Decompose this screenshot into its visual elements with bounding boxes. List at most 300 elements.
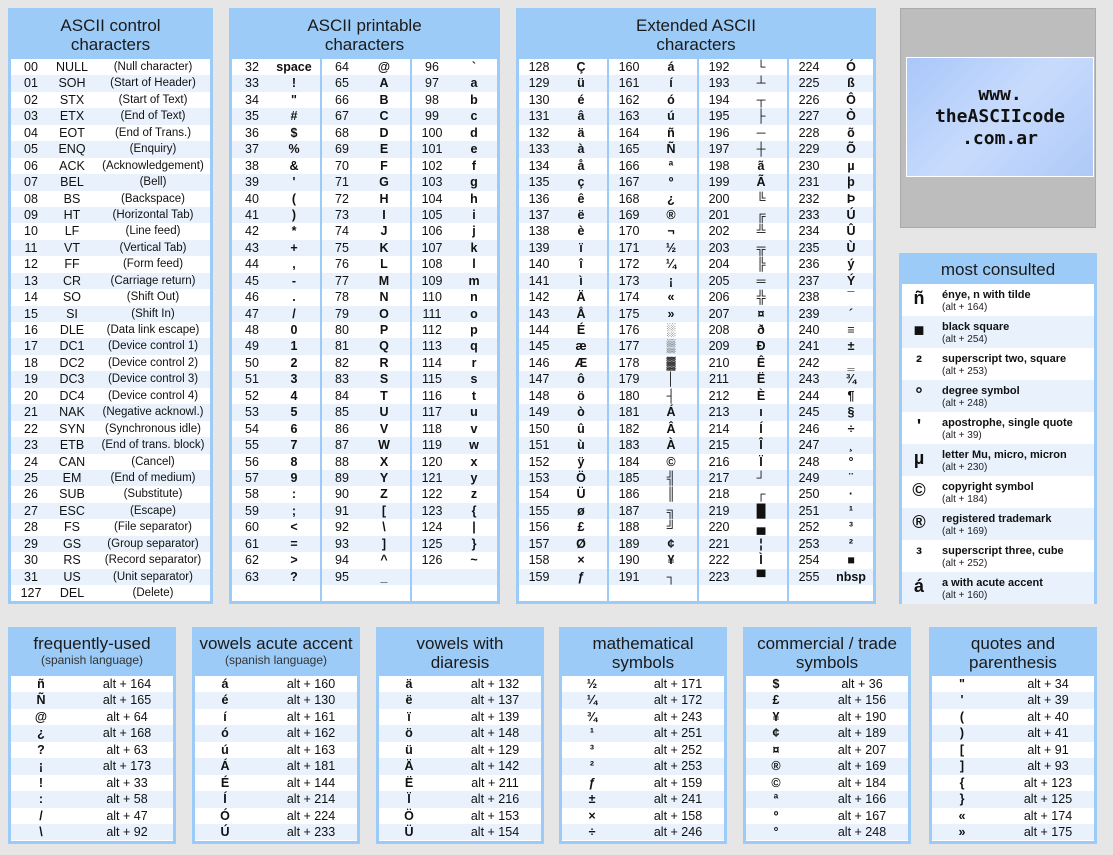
char-code: 143 <box>528 306 550 321</box>
char-code: 119 <box>422 438 442 453</box>
char-glyph: ] <box>381 536 387 551</box>
char-abbrev: FF <box>64 257 80 272</box>
char-code: 179 <box>618 372 640 387</box>
char-code: 08 <box>24 191 38 206</box>
char-glyph: Ê <box>756 355 766 370</box>
extended-row <box>519 240 873 256</box>
char-glyph: . <box>292 290 296 305</box>
char-code: 82 <box>335 355 349 370</box>
control-title-line2: characters <box>70 35 151 54</box>
char-glyph: - <box>291 273 297 288</box>
char-code: 240 <box>798 323 820 337</box>
shortcut-row <box>746 824 908 840</box>
shortcut-alt-code: alt + 214 <box>286 792 336 807</box>
char-description: (Carriage return) <box>110 274 196 287</box>
char-code: 86 <box>335 421 349 436</box>
shortcut-row <box>932 775 1094 791</box>
most-consulted-title: most consulted <box>940 260 1056 279</box>
char-description: (End of Text) <box>120 110 186 123</box>
char-code: 66 <box>335 92 349 107</box>
char-code: 255 <box>798 569 820 584</box>
consulted-alt-code: (alt + 252) <box>942 558 988 569</box>
char-description: (Cancel) <box>131 455 175 468</box>
char-glyph: É <box>576 323 586 337</box>
control-rows <box>11 59 210 601</box>
char-code: 165 <box>618 142 640 157</box>
char-description: (Device control 4) <box>107 389 199 402</box>
shortcut-glyph: ƒ <box>588 775 596 790</box>
logo-banner[interactable] <box>906 57 1094 177</box>
char-glyph: ╩ <box>756 224 766 239</box>
control-row <box>11 207 210 223</box>
control-row <box>11 454 210 470</box>
char-code: 05 <box>24 142 38 157</box>
shortcut-glyph: $ <box>772 677 780 691</box>
char-code: 170 <box>618 224 640 239</box>
consulted-glyph: ® <box>912 512 926 532</box>
char-glyph: Ë <box>756 372 766 387</box>
char-glyph: Í <box>759 421 763 436</box>
shortcut-row <box>195 808 357 824</box>
shortcut-alt-code: alt + 248 <box>837 824 887 839</box>
char-glyph: f <box>471 158 477 173</box>
char-glyph: " <box>291 92 297 107</box>
shortcut-glyph: Ú <box>220 824 230 839</box>
shortcut-row <box>195 725 357 741</box>
char-glyph: k <box>470 240 478 255</box>
shortcut-alt-code: alt + 34 <box>1027 677 1069 691</box>
shortcut-alt-code: alt + 36 <box>841 677 883 691</box>
shortcut-glyph: ¼ <box>586 693 598 708</box>
shortcut-glyph: « <box>958 808 966 823</box>
char-description: (Unit separator) <box>113 570 193 583</box>
char-abbrev: LF <box>64 224 80 239</box>
char-code: 62 <box>245 553 259 568</box>
char-code: 77 <box>335 273 349 288</box>
consulted-item <box>902 540 1094 572</box>
char-glyph: ▄ <box>756 520 766 535</box>
shortcut-glyph: × <box>588 808 596 823</box>
char-glyph: K <box>379 240 389 255</box>
char-glyph: y <box>470 470 478 485</box>
char-code: 52 <box>245 388 259 403</box>
char-code: 103 <box>421 175 443 190</box>
consulted-item <box>902 508 1094 540</box>
char-glyph: Z <box>380 487 388 502</box>
char-code: 181 <box>618 405 640 420</box>
shortcut-row <box>932 742 1094 758</box>
char-description: (Null character) <box>113 61 193 73</box>
char-glyph: O <box>379 306 389 321</box>
shortcut-row <box>746 791 908 807</box>
char-description: (Data link escape) <box>106 324 200 336</box>
char-glyph: Ô <box>846 92 856 107</box>
char-code: 92 <box>335 520 349 535</box>
shortcut-panel-subtitle: (spanish language) <box>40 653 144 667</box>
char-code: 200 <box>708 191 730 206</box>
most-consulted-list <box>902 284 1094 604</box>
char-glyph: ' <box>292 175 296 190</box>
shortcut-row <box>932 676 1094 692</box>
shortcut-row <box>932 791 1094 807</box>
char-description: (Escape) <box>129 504 177 517</box>
char-code: 110 <box>422 290 442 305</box>
shortcut-alt-code: alt + 58 <box>106 792 148 807</box>
char-code: 58 <box>245 487 259 502</box>
char-code: 147 <box>528 372 550 387</box>
logo-line2: theASCIIcode <box>934 106 1066 127</box>
char-glyph: └ <box>756 60 766 74</box>
char-code: 67 <box>335 109 349 124</box>
char-glyph: ÿ <box>577 454 585 469</box>
shortcut-row <box>746 742 908 758</box>
char-code: 222 <box>708 553 730 568</box>
char-glyph: & <box>289 158 299 173</box>
char-glyph: b <box>470 92 478 107</box>
consulted-alt-code: (alt + 160) <box>942 590 988 601</box>
extended-row <box>519 108 873 124</box>
printable-characters-header <box>232 11 497 59</box>
shortcut-row <box>562 808 724 824</box>
char-code: 112 <box>422 323 442 337</box>
char-code: 88 <box>335 454 349 469</box>
char-code: 106 <box>421 224 443 239</box>
column-divider <box>320 59 322 601</box>
char-glyph: @ <box>377 60 391 74</box>
char-code: 172 <box>618 257 640 272</box>
shortcut-row <box>195 692 357 708</box>
consulted-alt-code: (alt + 248) <box>942 398 988 409</box>
char-glyph: ð <box>757 323 765 337</box>
char-code: 34 <box>245 92 259 107</box>
char-code: 80 <box>335 323 349 337</box>
control-row <box>11 437 210 453</box>
site-logo[interactable] <box>900 8 1096 228</box>
char-code: 178 <box>618 355 640 370</box>
char-abbrev: BEL <box>60 175 84 190</box>
char-code: 138 <box>528 224 550 239</box>
char-code: 216 <box>708 454 730 469</box>
char-code: 19 <box>24 372 38 387</box>
char-code: 41 <box>245 207 259 222</box>
char-description: (Backspace) <box>121 192 185 205</box>
printable-row <box>232 421 497 437</box>
shortcut-row <box>562 725 724 741</box>
extended-row <box>519 256 873 272</box>
char-code: 140 <box>528 257 550 272</box>
char-code: 211 <box>709 372 729 387</box>
char-code: 184 <box>618 454 640 469</box>
char-code: 105 <box>421 207 443 222</box>
most-consulted-header <box>902 256 1094 284</box>
shortcut-row <box>746 676 908 692</box>
shortcut-panel-title: quotes and <box>970 634 1056 653</box>
char-glyph: ▀ <box>756 569 766 584</box>
shortcut-row <box>11 775 173 791</box>
char-glyph: È <box>756 388 766 403</box>
control-row <box>11 174 210 190</box>
shortcut-row <box>195 676 357 692</box>
char-code: 213 <box>708 405 730 420</box>
char-glyph: I <box>382 207 386 222</box>
shortcut-alt-code: alt + 153 <box>470 808 520 823</box>
char-description: (Horizontal Tab) <box>112 208 194 221</box>
control-row <box>11 421 210 437</box>
char-code: 135 <box>528 175 550 190</box>
char-abbrev: FS <box>64 520 80 535</box>
char-glyph: £ <box>577 520 585 535</box>
char-glyph: ¦ <box>759 536 763 551</box>
char-description: (Synchronous idle) <box>105 422 201 435</box>
char-code: 38 <box>245 158 259 173</box>
char-code: 31 <box>24 569 38 584</box>
consulted-item <box>902 348 1094 380</box>
char-code: 197 <box>708 142 730 157</box>
control-row <box>11 371 210 387</box>
control-row <box>11 108 210 124</box>
char-glyph: l <box>472 257 476 272</box>
char-code: 122 <box>421 487 443 502</box>
char-code: 125 <box>421 536 443 551</box>
char-glyph: ┬ <box>756 92 766 107</box>
char-glyph: r <box>471 355 477 370</box>
char-code: 32 <box>245 60 259 74</box>
char-code: 136 <box>528 191 550 206</box>
char-glyph: Ì <box>759 553 763 568</box>
column-divider <box>787 59 789 601</box>
shortcut-glyph: ª <box>773 792 779 807</box>
char-glyph: ¬ <box>667 224 675 239</box>
char-glyph: ) <box>291 207 297 222</box>
printable-row <box>232 207 497 223</box>
extended-row <box>519 207 873 223</box>
control-row <box>11 191 210 207</box>
shortcut-alt-code: alt + 189 <box>837 726 887 741</box>
shortcut-panel-header <box>195 630 357 676</box>
char-code: 187 <box>618 503 640 518</box>
control-row <box>11 519 210 535</box>
shortcut-alt-code: alt + 123 <box>1023 775 1073 790</box>
char-code: 169 <box>618 207 640 222</box>
char-glyph: T <box>380 388 388 403</box>
char-code: 193 <box>708 76 730 91</box>
shortcut-glyph: Ä <box>404 759 414 774</box>
shortcut-glyph: ² <box>589 759 595 774</box>
shortcut-glyph: ¡ <box>38 759 44 774</box>
char-glyph: ¸ <box>848 438 854 453</box>
control-row <box>11 404 210 420</box>
char-glyph: % <box>288 142 300 157</box>
char-glyph: ├ <box>756 109 766 124</box>
consulted-glyph: ° <box>915 384 923 404</box>
char-code: 130 <box>528 92 550 107</box>
printable-row <box>232 240 497 256</box>
printable-row <box>232 536 497 552</box>
char-code: 00 <box>24 60 38 74</box>
char-code: 50 <box>245 355 259 370</box>
shortcut-panel-title: vowels acute accent <box>199 634 353 653</box>
char-code: 247 <box>798 438 820 453</box>
printable-title-line2: characters <box>324 35 405 54</box>
char-code: 159 <box>528 569 550 584</box>
char-glyph: ı <box>759 405 763 420</box>
shortcut-glyph: ñ <box>37 677 45 691</box>
char-glyph: m <box>468 273 480 288</box>
printable-row <box>232 92 497 108</box>
char-glyph: ▓ <box>666 355 676 370</box>
printable-row <box>232 404 497 420</box>
extended-row <box>519 75 873 91</box>
char-code: 176 <box>618 323 640 337</box>
char-code: 217 <box>708 470 730 485</box>
char-glyph: ¢ <box>667 536 675 551</box>
shortcut-row <box>379 742 541 758</box>
char-glyph: ú <box>667 109 675 124</box>
shortcut-rows <box>379 676 541 840</box>
shortcut-alt-code: alt + 144 <box>286 775 336 790</box>
char-glyph: é <box>577 92 585 107</box>
char-glyph: ü <box>577 76 585 91</box>
char-code: 126 <box>421 553 443 568</box>
char-glyph: h <box>470 191 478 206</box>
shortcut-glyph: @ <box>34 709 48 724</box>
shortcut-alt-code: alt + 166 <box>837 792 887 807</box>
char-description: (Device control 1) <box>107 340 199 353</box>
char-glyph: ^ <box>380 553 388 568</box>
char-code: 248 <box>798 454 820 469</box>
char-code: 202 <box>708 224 730 239</box>
char-glyph: ¼ <box>665 257 677 272</box>
char-abbrev: SUB <box>59 487 85 502</box>
char-glyph: Å <box>576 306 586 321</box>
char-code: 74 <box>335 224 349 239</box>
shortcut-row <box>379 758 541 774</box>
char-glyph: á <box>667 60 675 74</box>
char-glyph: 9 <box>290 470 298 485</box>
shortcut-alt-code: alt + 156 <box>837 693 887 708</box>
char-glyph: ¨ <box>848 470 854 485</box>
char-code: 134 <box>528 158 550 173</box>
shortcut-row <box>379 692 541 708</box>
char-glyph: 0 <box>290 323 298 337</box>
char-abbrev: DC4 <box>59 388 85 403</box>
shortcut-alt-code: alt + 164 <box>102 677 152 691</box>
char-glyph: ╦ <box>756 240 766 255</box>
char-code: 98 <box>425 92 439 107</box>
char-glyph: M <box>378 273 390 288</box>
shortcut-alt-code: alt + 174 <box>1023 808 1073 823</box>
char-glyph: S <box>379 372 389 387</box>
shortcut-glyph: ° <box>773 824 779 839</box>
char-code: 37 <box>245 142 259 157</box>
extended-row <box>519 338 873 354</box>
shortcut-row <box>746 808 908 824</box>
char-glyph: C <box>379 109 389 124</box>
char-code: 157 <box>528 536 550 551</box>
printable-row <box>232 191 497 207</box>
shortcut-glyph: Í <box>223 792 227 807</box>
char-code: 59 <box>245 503 259 518</box>
char-code: 190 <box>618 553 640 568</box>
char-code: 109 <box>421 273 443 288</box>
char-code: 166 <box>618 158 640 173</box>
shortcut-row <box>932 692 1094 708</box>
char-code: 87 <box>335 438 349 453</box>
shortcut-alt-code: alt + 241 <box>653 792 703 807</box>
shortcut-glyph: Ó <box>220 808 230 823</box>
shortcut-glyph: ¥ <box>772 709 780 724</box>
shortcut-row <box>562 742 724 758</box>
char-code: 239 <box>798 306 820 321</box>
char-code: 234 <box>798 224 820 239</box>
char-code: 22 <box>24 421 38 436</box>
char-abbrev: NAK <box>59 405 85 420</box>
char-code: 17 <box>24 339 38 354</box>
char-glyph: ñ <box>667 125 675 140</box>
shortcut-row <box>379 725 541 741</box>
shortcut-alt-code: alt + 93 <box>1027 759 1069 774</box>
char-glyph: ? <box>290 569 298 584</box>
char-code: 72 <box>335 191 349 206</box>
shortcut-glyph: © <box>771 775 781 790</box>
char-glyph: ¥ <box>667 553 675 568</box>
char-code: 186 <box>618 487 640 502</box>
shortcut-row <box>932 824 1094 840</box>
char-code: 01 <box>24 76 38 91</box>
char-code: 60 <box>245 520 259 535</box>
char-code: 123 <box>421 503 443 518</box>
char-description: (Shift Out) <box>126 291 180 304</box>
shortcut-alt-code: alt + 246 <box>653 824 703 839</box>
char-description: (Shift In) <box>131 307 175 320</box>
extended-row <box>519 519 873 535</box>
char-code: 252 <box>798 520 820 535</box>
column-divider <box>697 59 699 601</box>
shortcut-alt-code: alt + 160 <box>286 677 336 691</box>
char-code: 225 <box>798 76 820 91</box>
shortcut-glyph: ® <box>771 759 781 774</box>
shortcut-alt-code: alt + 181 <box>286 759 336 774</box>
char-glyph: þ <box>847 175 855 190</box>
shortcut-panel <box>929 627 1097 844</box>
char-code: 226 <box>798 92 820 107</box>
char-glyph: ô <box>577 372 585 387</box>
char-code: 65 <box>335 76 349 91</box>
char-code: 164 <box>618 125 640 140</box>
shortcut-alt-code: alt + 162 <box>286 726 336 741</box>
char-code: 27 <box>24 503 38 518</box>
char-abbrev: DC2 <box>59 355 85 370</box>
control-row <box>11 338 210 354</box>
shortcut-alt-code: alt + 129 <box>470 742 520 757</box>
char-code: 12 <box>24 257 38 272</box>
char-description: (Substitute) <box>123 488 183 501</box>
char-abbrev: ESC <box>59 503 85 518</box>
column-divider <box>410 59 412 601</box>
char-glyph: : <box>291 487 297 502</box>
printable-row <box>232 322 497 338</box>
char-code: 201 <box>708 207 730 222</box>
char-glyph: o <box>470 306 478 321</box>
shortcut-glyph: { <box>959 775 965 790</box>
char-glyph: Ó <box>846 60 856 74</box>
consulted-alt-code: (alt + 230) <box>942 462 988 473</box>
shortcut-panel <box>743 627 911 844</box>
printable-row <box>232 273 497 289</box>
control-row <box>11 486 210 502</box>
char-abbrev: STX <box>59 92 85 107</box>
char-glyph: Ä <box>576 290 586 305</box>
